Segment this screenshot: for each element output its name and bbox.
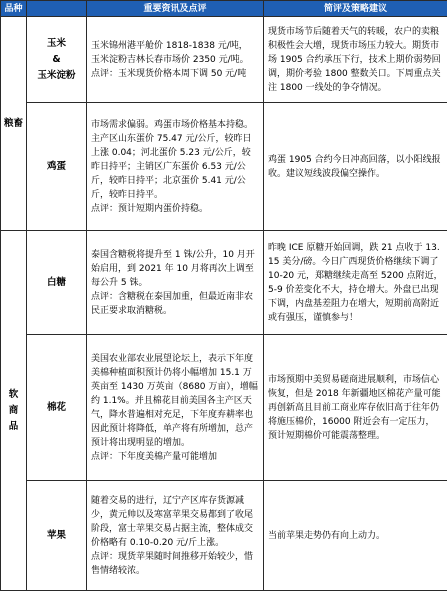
info-line: 随着交易的进行，辽宁产区库存货源减少，黄元帅以及寒富苹果交易都到了收尾阶段，富士苹果交易占据主流，整体成交价格略有 0.10-0.20 元/斤上涨。 <box>91 495 254 548</box>
info-line: 美国农业部农业展望论坛上，表示下年度美棉种植面积预计仍将小幅增加 15.1 万英亩至 1430 万英亩（8680 万亩），增幅约 1.1%。并且棉花目前美国各主产区天气，降水普遍相对充足，下年度弃耕率也因此预计将降低，单产将有所增加，总产预计将出现明显的增加。 <box>91 353 258 448</box>
info-line: 玉米淀粉吉林长春市场价 2350 元/吨。 <box>91 54 249 65</box>
info-comment: 点评：玉米现货价格本周下调 50 元/吨 <box>91 68 247 79</box>
info-egg <box>87 103 264 231</box>
group-char: 软 <box>8 388 19 400</box>
info-comment: 点评：含糖税在泰国加重，但最近南非农民正要求取消糖税。 <box>91 291 254 316</box>
info-comment: 点评：下年度美棉产量可能增加 <box>91 451 218 462</box>
info-sugar <box>87 231 264 335</box>
table-row-apple <box>1 481 447 591</box>
advice-egg: 鸡蛋 1905 合约今日冲高回落，以小阳线报收。建议短线波段偏空操作。 <box>264 103 447 231</box>
variety-line: & <box>52 53 61 65</box>
table-row-corn <box>1 17 447 103</box>
variety-line: 玉米淀粉 <box>37 69 76 81</box>
info-line: 泰国含糖税将提升至 1 铢/公升，10 月开始启用，到 2021 年 10 月将再次上调至每公升 5 铢。 <box>91 249 255 288</box>
table-row-egg <box>1 103 447 231</box>
variety-egg: 鸡蛋 <box>27 103 87 231</box>
variety-apple: 苹果 <box>27 481 87 591</box>
info-comment: 点评：预计短期内蛋价持稳。 <box>91 203 209 214</box>
variety-sugar: 白糖 <box>27 231 87 335</box>
info-apple <box>87 481 264 591</box>
variety-line: 玉米 <box>46 37 66 49</box>
group-char: 品 <box>8 420 19 432</box>
header-info: 重要资讯及点评 <box>87 1 264 17</box>
info-line: 市场需求偏弱。鸡蛋市场价格基本持稳。主产区山东蛋价 75.47 元/公斤，较昨日上涨 0.04；河北蛋价 5.23 元/公斤，较昨日持平；主销区广东蛋价 6.53 元/公斤，较昨日持平；北京蛋价 5.41 元/公斤，较昨日持平。 <box>91 119 254 200</box>
header-advice: 简评及策略建议 <box>264 1 447 17</box>
info-corn <box>87 17 264 103</box>
info-cotton <box>87 335 264 481</box>
info-comment: 点评：现货苹果随时间推移开始较少，惜售情绪较浓。 <box>91 551 254 576</box>
advice-cotton: 市场预期中美贸易磋商进展顺利，市场信心恢复，但是 2018 年新疆地区棉花产量可能再创新高且目前工商业库存依旧高于往年仍将施压棉价，16000 附近会有一定压力，预计短期棉价可能震荡整理。 <box>264 335 447 481</box>
header-category: 品种 <box>1 1 27 17</box>
header-row <box>1 1 447 17</box>
variety-corn <box>27 17 87 103</box>
table-row-cotton <box>1 335 447 481</box>
group-char: 商 <box>8 404 19 416</box>
variety-cotton: 棉花 <box>27 335 87 481</box>
advice-sugar: 昨晚 ICE 原糖开始回调，跌 21 点收于 13.15 美分/磅。今日广西现货价格继续下调了 10-20 元，郑糖继续走高至 5200 点附近，5-9 价差变化不大，持仓增大。外盘已出现下调，内盘基差阻力在增大，短期前高附近或有强压，谨慎参与！ <box>264 231 447 335</box>
info-line: 玉米锦州港平舱价 1818-1838 元/吨， <box>91 40 248 51</box>
group-label-grain-livestock <box>1 17 27 231</box>
advice-corn: 现货市场节后随着天气的转暖，农户的卖粮积极性会大增，现货市场压力较大。期货市场 1905 合约承压下行，技术上期价弱势回调，期价考验 1800 整数关口。下周重点关注 1800 一线处的争夺情况。 <box>264 17 447 103</box>
header-variety <box>27 1 87 17</box>
advice-apple: 当前苹果走势仍有向上动力。 <box>264 481 447 591</box>
table-row-sugar <box>1 231 447 335</box>
group-name: 粮畜 <box>3 117 23 129</box>
group-label-soft-commodities <box>1 231 27 591</box>
